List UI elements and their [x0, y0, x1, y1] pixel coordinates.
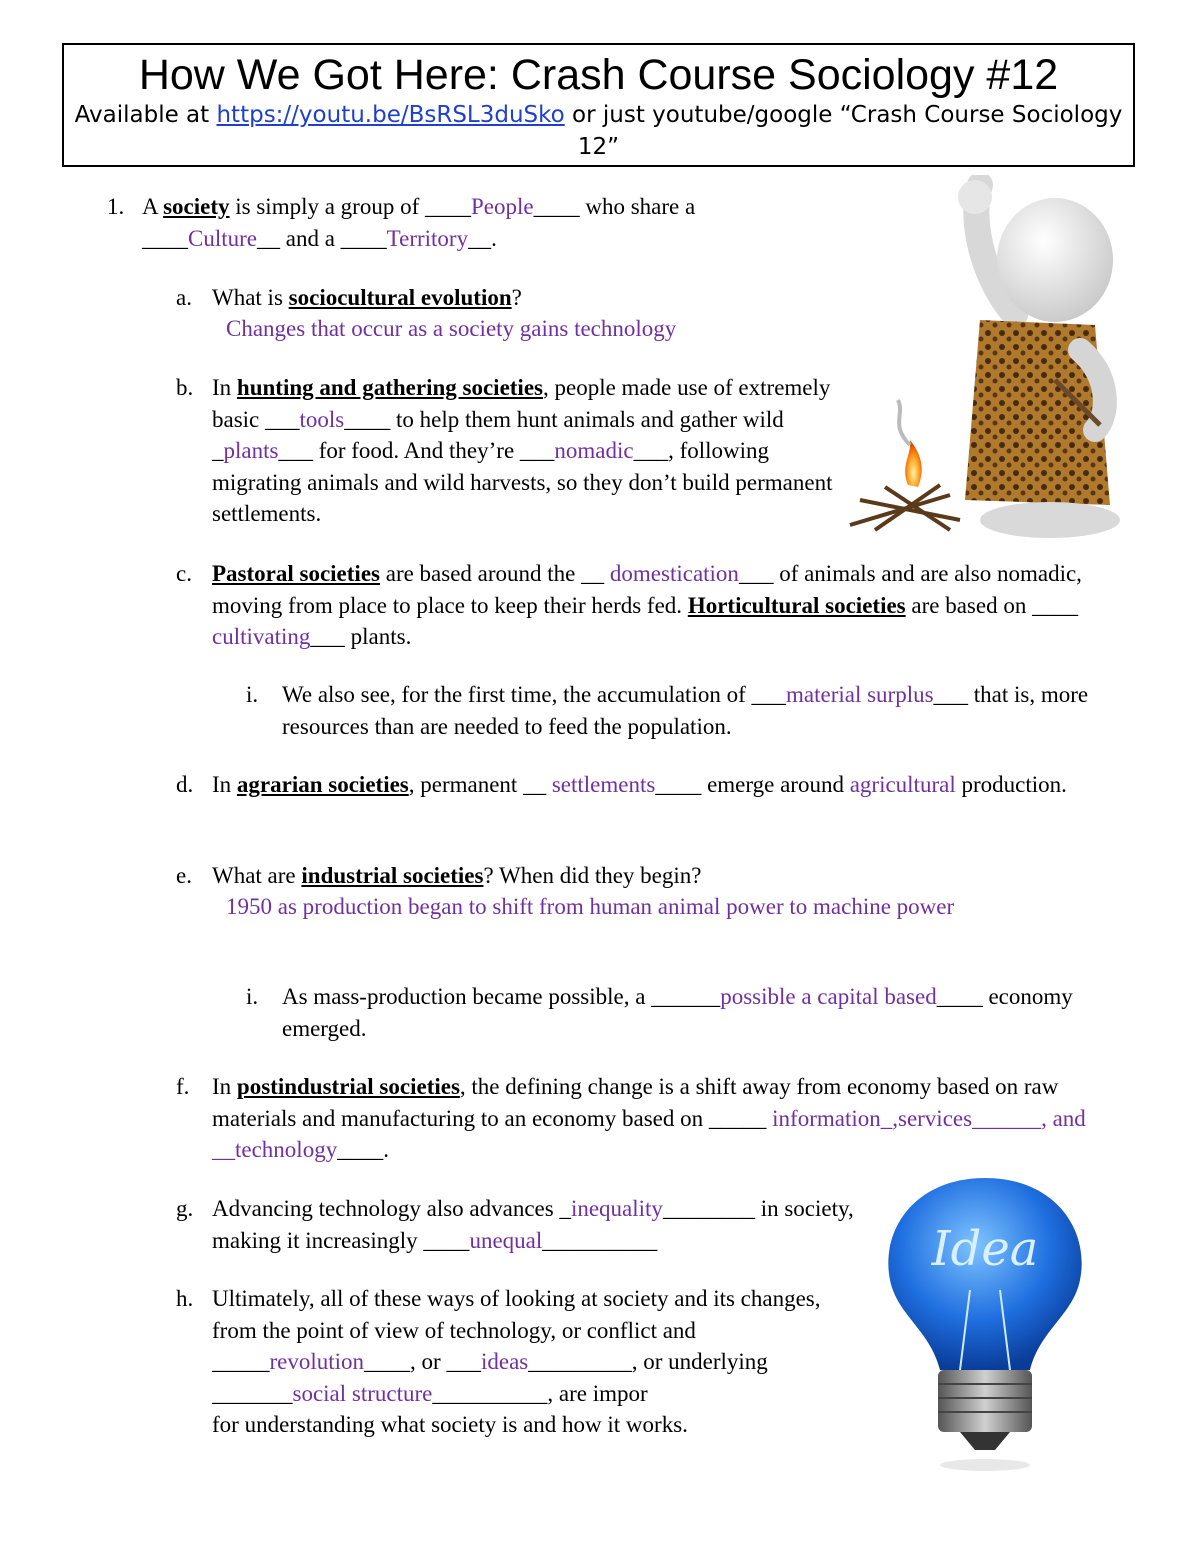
answer: tools: [299, 406, 345, 432]
answer: material surplus: [786, 682, 934, 707]
question-e-i: As mass-production became possible, a ______possible a capital based____ economy emerged.: [282, 984, 1073, 1041]
available-suffix: or just youtube/google “Crash Course Sociology 12”: [564, 102, 1123, 160]
item-letter: a.: [176, 285, 192, 310]
answer: Culture: [188, 225, 257, 251]
answer-e: 1950 as production began to shift from human animal power to machine power: [226, 894, 955, 919]
worksheet-title: How We Got Here: Crash Course Sociology #12: [138, 51, 1059, 99]
answer: nomadic: [554, 438, 634, 463]
title-box: [62, 43, 1135, 167]
item-letter: d.: [176, 772, 194, 797]
question-d: In agrarian societies, permanent __ settlements____ emerge around agricultural production.: [212, 772, 1067, 797]
term-hunting-gathering: hunting and gathering societies: [236, 375, 543, 400]
item-roman: i.: [246, 682, 259, 707]
answer: revolution: [269, 1349, 365, 1374]
answer: ideas: [480, 1349, 529, 1374]
term-postindustrial: postindustrial societies: [236, 1074, 460, 1099]
bulb-idea-text: Idea: [931, 1221, 1039, 1277]
answer: plants: [223, 438, 279, 463]
answer: cultivating: [212, 624, 311, 649]
term-sociocultural-evolution: sociocultural evolution: [288, 285, 512, 310]
answer: agricultural: [849, 772, 956, 797]
question-number: 1.: [107, 194, 125, 219]
item-roman: i.: [246, 984, 259, 1009]
term-horticultural: Horticultural societies: [687, 592, 906, 618]
available-prefix: Available at: [74, 102, 217, 128]
answer: domestication: [609, 561, 739, 586]
answer: People: [471, 194, 534, 219]
question-c-i: We also see, for the first time, the accumulation of ___material surplus___ that is, more resources than are needed to feed the population.: [282, 682, 1089, 739]
question-f: In postindustrial societies, the defining change is a shift away from economy based on raw materials and manufacturing to an economy based on _____ information_,services______, and __technology____.: [212, 1074, 1086, 1162]
answer: possible a capital based: [720, 984, 937, 1009]
term-industrial: industrial societies: [301, 863, 484, 888]
caveman-figure-image: [830, 175, 1130, 565]
answer: settlements: [551, 772, 656, 797]
item-letter: g.: [176, 1196, 194, 1221]
item-letter: e.: [176, 863, 192, 888]
answer: inequality: [570, 1196, 663, 1221]
answer: social structure: [292, 1380, 433, 1406]
question-1: A society is simply a group of ____People____ who share a ____Culture__ and a ____Territory__.: [142, 194, 696, 251]
item-letter: h.: [176, 1286, 194, 1311]
term-pastoral: Pastoral societies: [212, 561, 380, 586]
answer: information_,services______, and __technology: [212, 1105, 1086, 1162]
item-letter: f.: [176, 1074, 190, 1099]
video-link[interactable]: https://youtu.be/BsRSL3duSko: [216, 102, 565, 128]
item-letter: c.: [176, 561, 192, 586]
availability-line: [64, 99, 1133, 163]
question-h-last-line: for understanding what society is and how it works.: [212, 1412, 688, 1437]
question-b: In hunting and gathering societies, people made use of extremely basic ___tools____ to help them hunt animals and gather wild _plants___ for food. And they’re ___nomadic___, following migrating animals and wild harvests, so they don’t build permanent settlements.: [212, 375, 833, 526]
answer-a: Changes that occur as a society gains technology: [226, 316, 677, 341]
question-e: What are industrial societies? When did they begin?: [212, 863, 702, 888]
answer: Territory: [386, 225, 469, 251]
question-h: Ultimately, all of these ways of looking at society and its changes, from the point of view of technology, or conflict and _____revolution____, or ___ideas_________, or underlying _______social structure__________, are impor: [212, 1286, 821, 1406]
term-society: society: [163, 194, 230, 219]
term-agrarian: agrarian societies: [236, 772, 409, 797]
idea-lightbulb-image: [875, 1170, 1095, 1480]
question-c: Pastoral societies are based around the __ domestication___ of animals and are also nomadic, moving from place to place to keep their herds fed. Horticultural societies are based on ____ cultivating___ plants.: [212, 561, 1082, 649]
question-a: What is sociocultural evolution?: [212, 285, 522, 310]
question-g: Advancing technology also advances _inequality________ in society, making it increasingly ____unequal__________: [212, 1196, 854, 1253]
item-letter: b.: [176, 375, 194, 400]
answer: unequal: [469, 1227, 543, 1253]
